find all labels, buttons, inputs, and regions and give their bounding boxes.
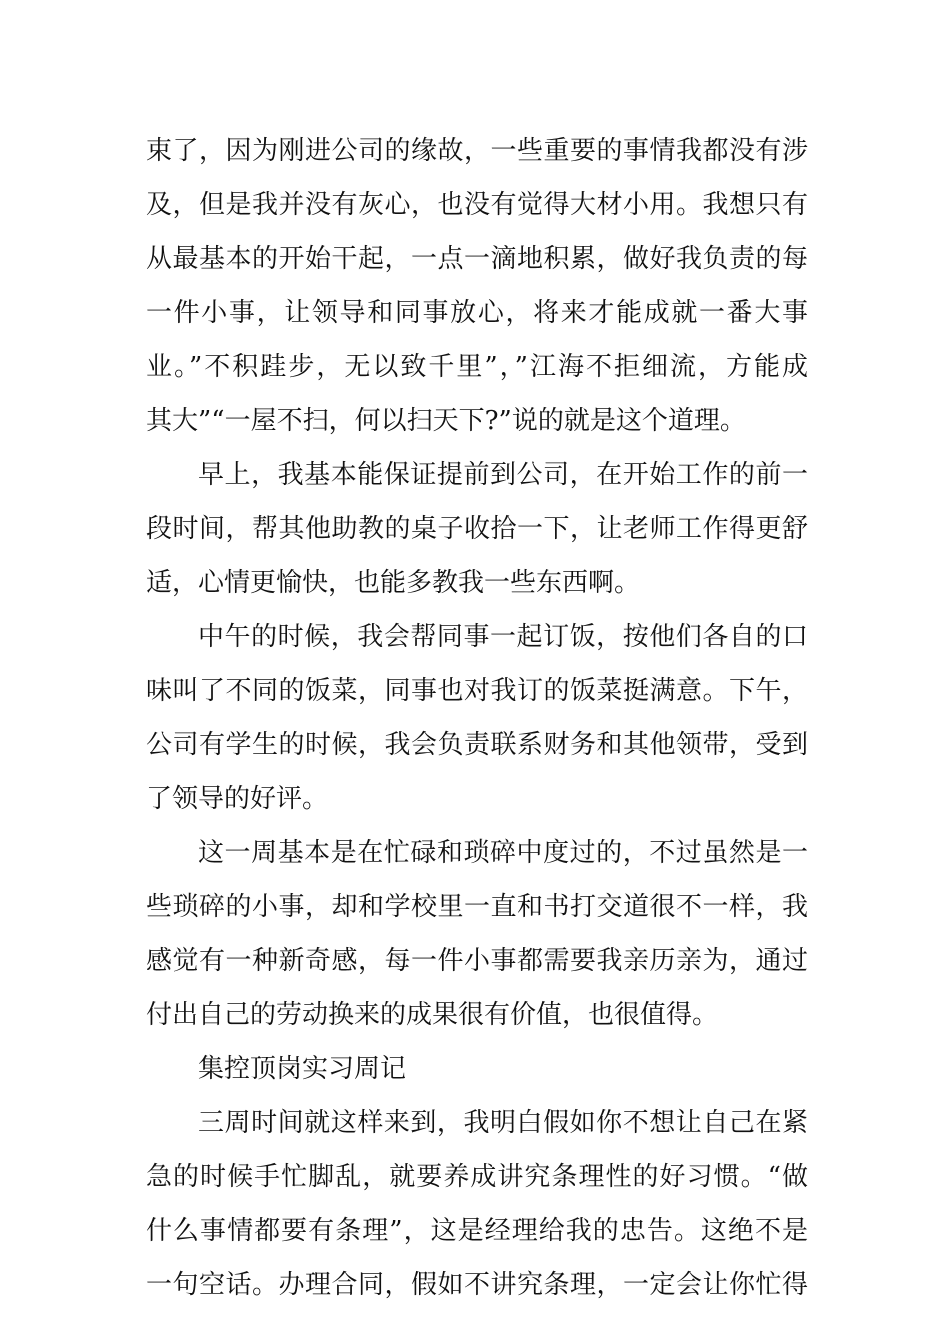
- text-line: 付出自己的劳动换来的成果很有价值，也很值得。: [146, 1000, 719, 1030]
- body-text: [146, 124, 808, 1312]
- text-line: 束了，因为刚进公司的缘故，一些重要的事情我都没有涉: [146, 136, 808, 166]
- text-line: 什么事情都要有条理”，这是经理给我的忠告。这绝不是: [146, 1216, 808, 1246]
- text-line: 公司有学生的时候，我会负责联系财务和其他领带，受到: [146, 730, 808, 760]
- text-line: 中午的时候，我会帮同事一起订饭，按他们各自的口: [198, 622, 808, 652]
- text-line: 些琐碎的小事，却和学校里一直和书打交道很不一样，我: [146, 892, 808, 922]
- text-line: 了领导的好评。: [146, 784, 329, 814]
- text-line: 早上，我基本能保证提前到公司，在开始工作的前一: [198, 460, 808, 490]
- text-line: 及，但是我并没有灰心，也没有觉得大材小用。我想只有: [146, 190, 808, 220]
- text-line: 这一周基本是在忙碌和琐碎中度过的，不过虽然是一: [198, 838, 808, 868]
- text-line: 段时间，帮其他助教的桌子收拾一下，让老师工作得更舒: [146, 514, 808, 544]
- text-line: 其大”“一屋不扫，何以扫天下?”说的就是这个道理。: [146, 406, 746, 436]
- text-line: 一句空话。办理合同，假如不讲究条理，一定会让你忙得: [146, 1270, 808, 1300]
- text-line: 三周时间就这样来到，我明白假如你不想让自己在紧: [198, 1108, 808, 1138]
- text-line: 业。”不积跬步，无以致千里”，”江海不拒细流，方能成: [146, 352, 808, 382]
- text-line: 味叫了不同的饭菜，同事也对我订的饭菜挺满意。下午，: [146, 676, 808, 706]
- text-line: 感觉有一种新奇感，每一件小事都需要我亲历亲为，通过: [146, 946, 808, 976]
- text-line: 适，心情更愉快，也能多教我一些东西啊。: [146, 568, 641, 598]
- text-line: 一件小事，让领导和同事放心，将来才能成就一番大事: [146, 298, 808, 328]
- text-line: 急的时候手忙脚乱，就要养成讲究条理性的好习惯。“做: [146, 1162, 808, 1192]
- text-line: 从最基本的开始干起，一点一滴地积累，做好我负责的每: [146, 244, 808, 274]
- text-line: 集控顶岗实习周记: [198, 1054, 407, 1084]
